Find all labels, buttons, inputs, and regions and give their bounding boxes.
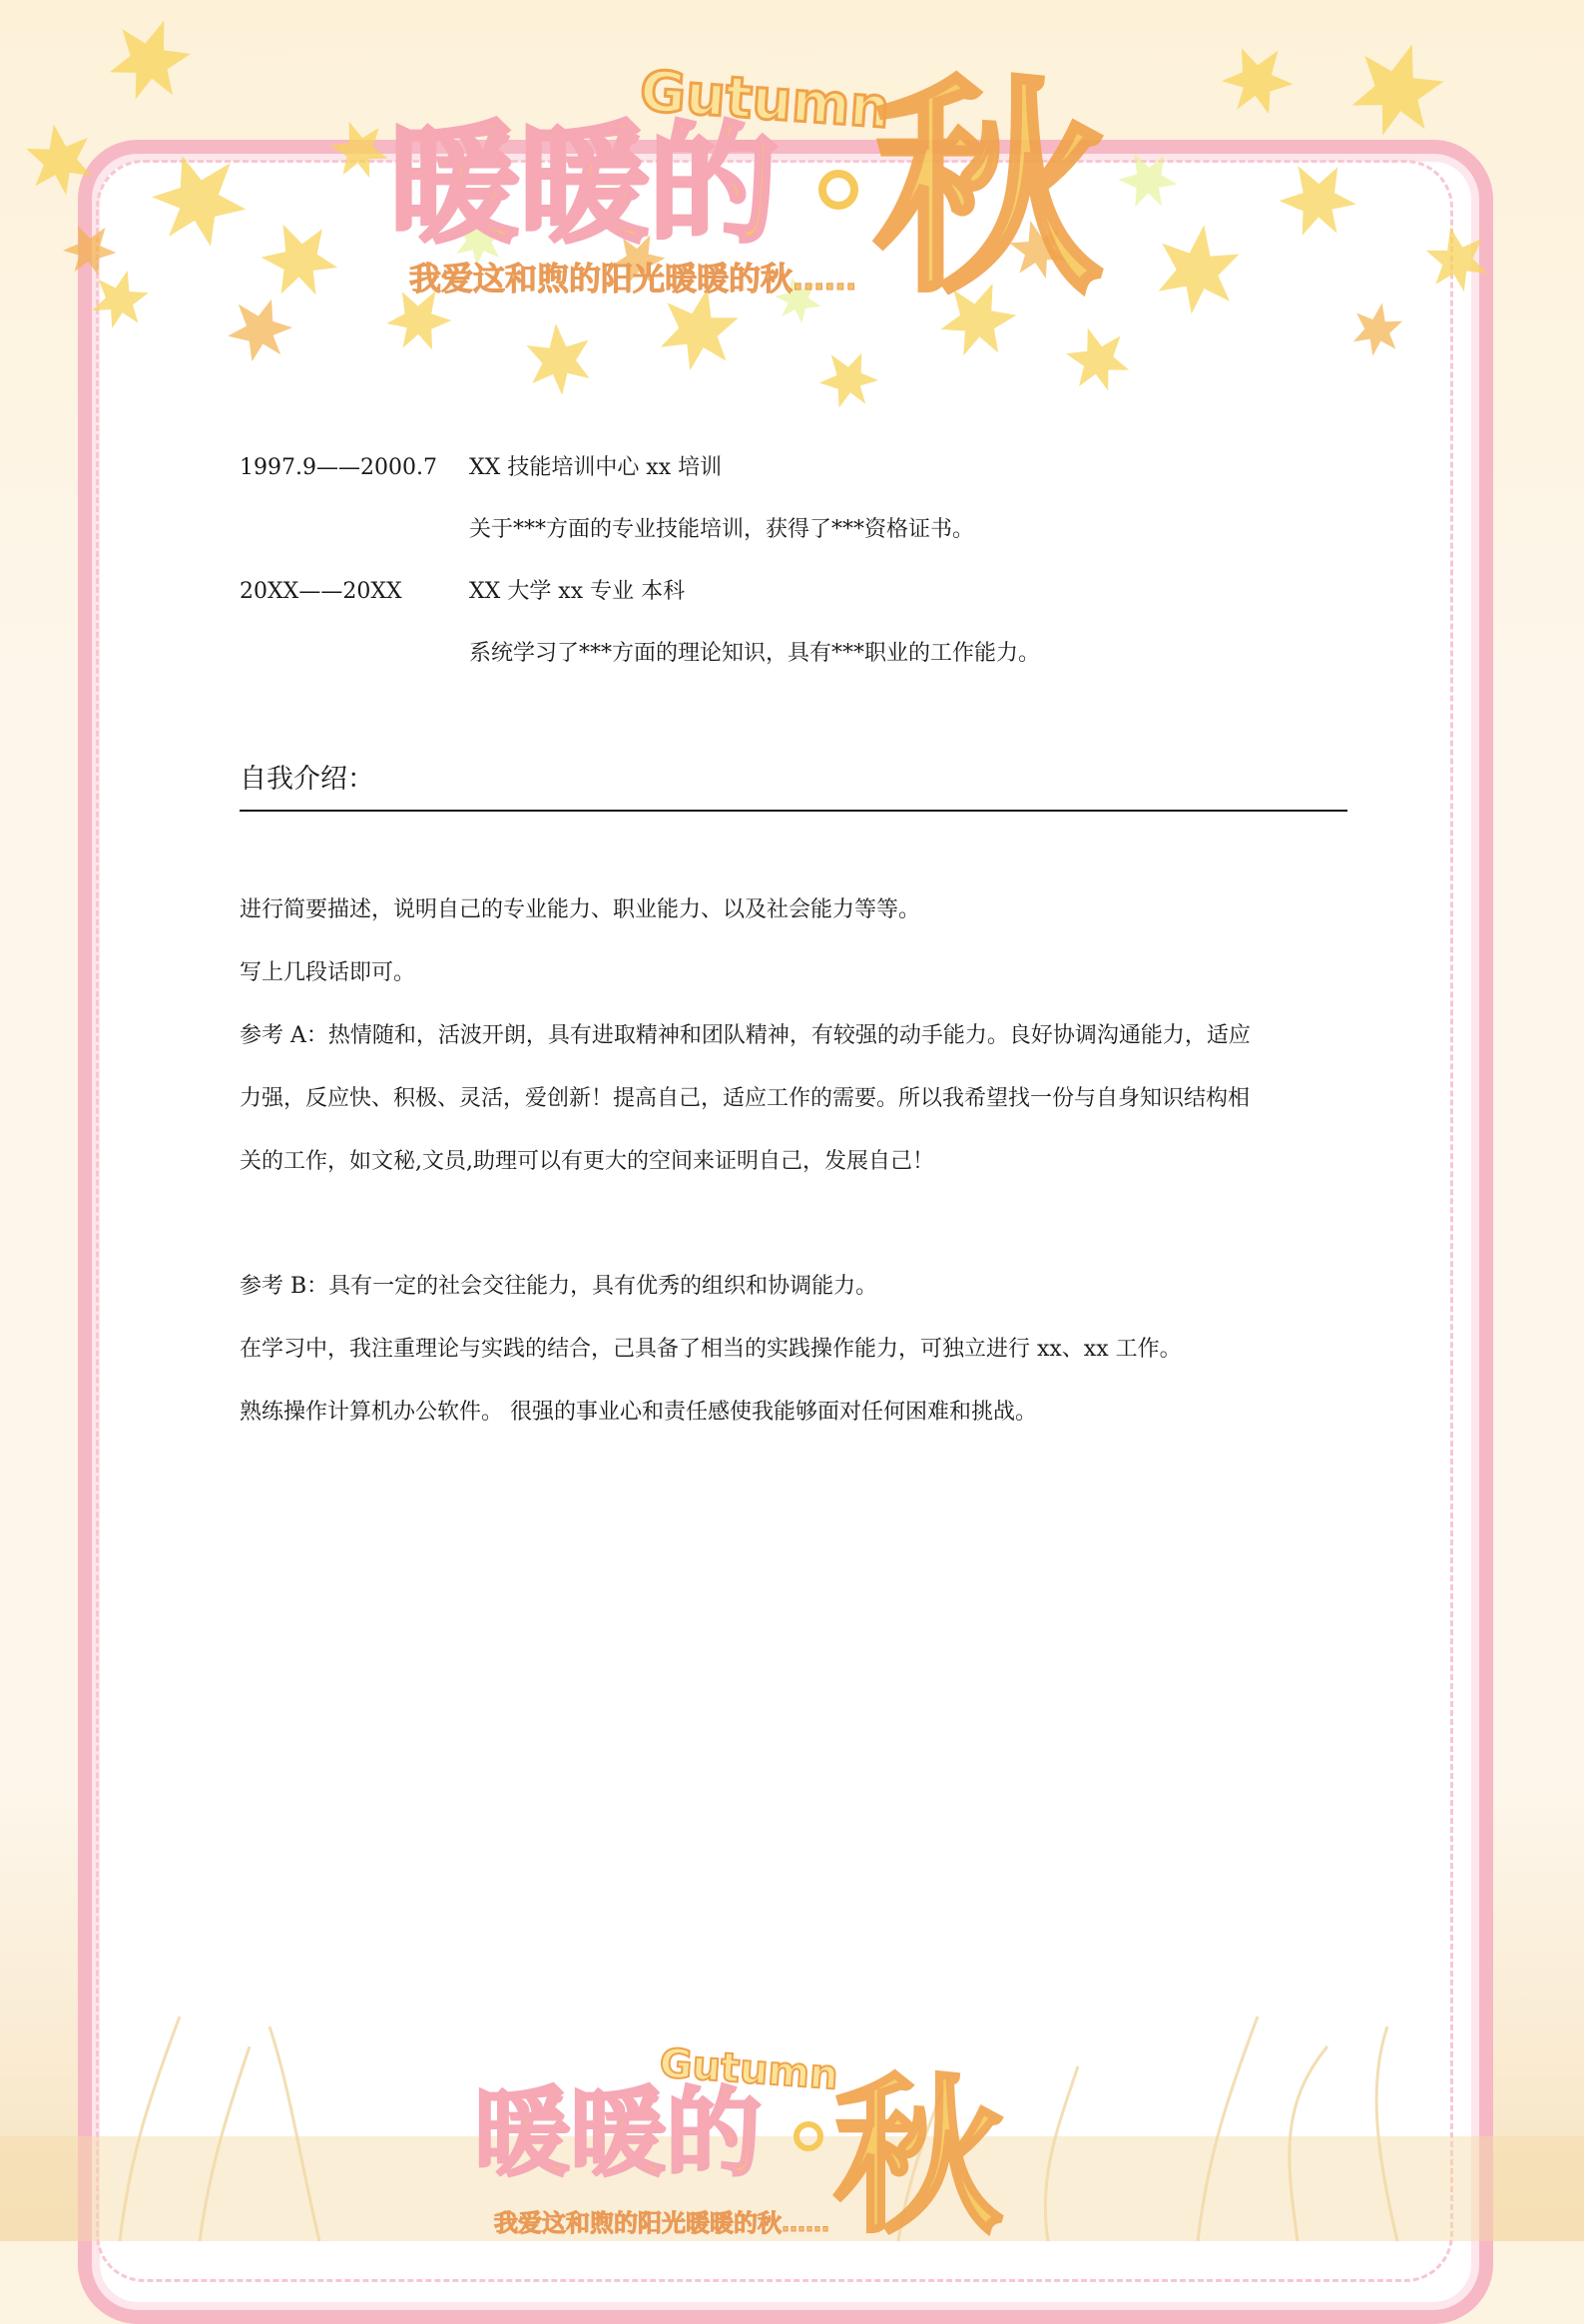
education-row	[240, 625, 1347, 687]
education-detail: 系统学习了***方面的理论知识，具有***职业的工作能力。	[469, 641, 1041, 666]
section-heading-self-intro: 自我介绍：	[240, 757, 1347, 812]
footer-logo-title: 暖暖的	[474, 2077, 762, 2189]
footer-logo-slogan: 我爱这和煦的阳光暖暖的秋……	[494, 2209, 829, 2237]
intro-paragraph: 写上几段话即可。	[240, 960, 416, 985]
education-date: 20XX——20XX	[240, 579, 402, 604]
autumn-logo	[369, 30, 1188, 329]
logo-big-char: 秋	[873, 58, 1104, 324]
logo-dot	[822, 174, 854, 206]
intro-paragraph-line: 关的工作，如文秘,文员,助理可以有更大的空间来证明自己，发展自己！	[240, 1149, 934, 1174]
intro-paragraph-line: 参考 A：热情随和，活波开朗，具有进取精神和团队精神，有较强的动手能力。良好协调沟通能力，适应	[240, 1023, 1251, 1048]
footer-logo-big-char: 秋	[833, 2059, 1004, 2241]
logo-word: Gutumn	[638, 59, 892, 142]
education-detail: 关于***方面的专业技能培训，获得了***资格证书。	[469, 517, 975, 542]
education-row	[240, 439, 1347, 501]
intro-paragraph: 熟练操作计算机办公软件。 很强的事业心和责任感使我能够面对任何困难和挑战。	[240, 1400, 1037, 1425]
autumn-logo-footer	[469, 2017, 1068, 2241]
education-date: 1997.9——2000.7	[240, 455, 437, 480]
education-list	[240, 439, 1347, 687]
logo-title: 暖暖的	[389, 109, 780, 261]
self-intro-body	[240, 878, 1347, 1444]
intro-paragraph-line: 力强，反应快、积极、灵活，爱创新！提高自己，适应工作的需要。所以我希望找一份与自身知识结构相	[240, 1086, 1251, 1111]
footer-logo-dot	[796, 2124, 820, 2148]
intro-paragraph: 参考 B：具有一定的社会交往能力，具有优秀的组织和协调能力。	[240, 1274, 878, 1299]
paragraph-gap	[240, 1193, 1347, 1255]
intro-paragraph: 进行简要描述，说明自己的专业能力、职业能力、以及社会能力等等。	[240, 897, 921, 922]
education-row	[240, 501, 1347, 563]
footer-logo-word: Gutumn	[658, 2040, 840, 2099]
education-title: XX 大学 xx 专业 本科	[469, 579, 686, 604]
intro-paragraph: 在学习中，我注重理论与实践的结合，己具备了相当的实践操作能力，可独立进行 xx、xx 工作。	[240, 1337, 1182, 1362]
education-title: XX 技能培训中心 xx 培训	[469, 455, 723, 480]
logo-slogan: 我爱这和煦的阳光暖暖的秋……	[409, 260, 857, 297]
education-row	[240, 563, 1347, 625]
